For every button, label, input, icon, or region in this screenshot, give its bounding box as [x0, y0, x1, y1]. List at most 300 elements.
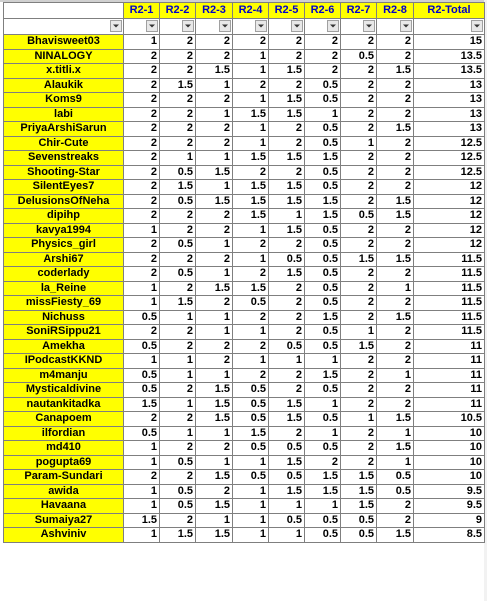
total-score-cell[interactable]: 12: [414, 238, 485, 253]
score-cell[interactable]: 0.5: [124, 310, 160, 325]
score-cell[interactable]: 2: [196, 35, 233, 50]
score-cell[interactable]: 1: [341, 325, 377, 340]
score-cell[interactable]: 1: [160, 426, 196, 441]
score-cell[interactable]: 1: [269, 528, 305, 543]
score-cell[interactable]: 2: [305, 35, 341, 50]
score-cell[interactable]: 2: [377, 165, 414, 180]
score-cell[interactable]: 0.5: [269, 513, 305, 528]
score-cell[interactable]: 2: [341, 223, 377, 238]
score-cell[interactable]: 0.5: [160, 165, 196, 180]
total-score-cell[interactable]: 15: [414, 35, 485, 50]
column-header[interactable]: R2-6: [305, 3, 341, 19]
score-cell[interactable]: 1: [341, 136, 377, 151]
score-cell[interactable]: 2: [305, 455, 341, 470]
score-cell[interactable]: 1.5: [305, 310, 341, 325]
score-cell[interactable]: 0.5: [233, 397, 269, 412]
score-cell[interactable]: 2: [269, 383, 305, 398]
score-cell[interactable]: 1: [124, 455, 160, 470]
score-cell[interactable]: 2: [341, 368, 377, 383]
total-score-cell[interactable]: 11: [414, 397, 485, 412]
total-score-cell[interactable]: 10: [414, 426, 485, 441]
participant-name-cell[interactable]: Sevenstreaks: [4, 151, 124, 166]
score-cell[interactable]: 1: [305, 499, 341, 514]
score-cell[interactable]: 1: [269, 209, 305, 224]
score-cell[interactable]: 2: [160, 64, 196, 79]
score-cell[interactable]: 1: [124, 35, 160, 50]
score-cell[interactable]: 2: [341, 165, 377, 180]
participant-name-cell[interactable]: pogupta69: [4, 455, 124, 470]
score-cell[interactable]: 1: [233, 122, 269, 137]
score-cell[interactable]: 2: [341, 35, 377, 50]
column-header[interactable]: R2-8: [377, 3, 414, 19]
score-cell[interactable]: 1.5: [377, 122, 414, 137]
score-cell[interactable]: 1: [305, 397, 341, 412]
score-cell[interactable]: 1.5: [233, 281, 269, 296]
score-cell[interactable]: 2: [124, 64, 160, 79]
score-cell[interactable]: 2: [196, 441, 233, 456]
total-score-cell[interactable]: 13: [414, 107, 485, 122]
score-cell[interactable]: 1: [196, 310, 233, 325]
score-cell[interactable]: 1.5: [341, 470, 377, 485]
score-cell[interactable]: 1: [160, 151, 196, 166]
total-score-cell[interactable]: 9.5: [414, 499, 485, 514]
score-cell[interactable]: 2: [124, 252, 160, 267]
participant-name-cell[interactable]: Param-Sundari: [4, 470, 124, 485]
total-score-cell[interactable]: 10.5: [414, 412, 485, 427]
total-score-cell[interactable]: 12: [414, 209, 485, 224]
score-cell[interactable]: 2: [341, 238, 377, 253]
score-cell[interactable]: 0.5: [305, 93, 341, 108]
score-cell[interactable]: 0.5: [305, 383, 341, 398]
total-score-cell[interactable]: 10: [414, 470, 485, 485]
filter-dropdown-button[interactable]: [146, 20, 158, 32]
score-cell[interactable]: 1.5: [196, 281, 233, 296]
score-cell[interactable]: 2: [269, 136, 305, 151]
score-cell[interactable]: 2: [341, 78, 377, 93]
score-cell[interactable]: 0.5: [160, 267, 196, 282]
score-cell[interactable]: 1: [233, 93, 269, 108]
score-cell[interactable]: 1.5: [233, 209, 269, 224]
participant-name-cell[interactable]: Nichuss: [4, 310, 124, 325]
score-cell[interactable]: 1: [160, 310, 196, 325]
score-cell[interactable]: 2: [196, 122, 233, 137]
score-cell[interactable]: 2: [377, 339, 414, 354]
score-cell[interactable]: 1.5: [269, 194, 305, 209]
filter-dropdown-button[interactable]: [327, 20, 339, 32]
score-cell[interactable]: 2: [269, 325, 305, 340]
score-cell[interactable]: 1.5: [269, 107, 305, 122]
score-cell[interactable]: 1.5: [233, 194, 269, 209]
total-score-cell[interactable]: 11.5: [414, 296, 485, 311]
score-cell[interactable]: 0.5: [305, 267, 341, 282]
score-cell[interactable]: 1.5: [196, 528, 233, 543]
score-cell[interactable]: 1.5: [377, 209, 414, 224]
participant-name-cell[interactable]: NINALOGY: [4, 49, 124, 64]
score-cell[interactable]: 0.5: [305, 339, 341, 354]
total-score-cell[interactable]: 9: [414, 513, 485, 528]
score-cell[interactable]: 0.5: [305, 180, 341, 195]
total-score-cell[interactable]: 11: [414, 368, 485, 383]
score-cell[interactable]: 0.5: [341, 513, 377, 528]
score-cell[interactable]: 2: [341, 426, 377, 441]
score-cell[interactable]: 1.5: [377, 310, 414, 325]
score-cell[interactable]: 2: [377, 35, 414, 50]
score-cell[interactable]: 2: [269, 238, 305, 253]
score-cell[interactable]: 1.5: [305, 368, 341, 383]
score-cell[interactable]: 0.5: [269, 441, 305, 456]
score-cell[interactable]: 2: [124, 122, 160, 137]
score-cell[interactable]: 2: [124, 151, 160, 166]
score-cell[interactable]: 0.5: [233, 412, 269, 427]
score-cell[interactable]: 0.5: [124, 383, 160, 398]
score-cell[interactable]: 2: [124, 194, 160, 209]
score-cell[interactable]: 2: [341, 194, 377, 209]
score-cell[interactable]: 2: [160, 209, 196, 224]
score-cell[interactable]: 1.5: [305, 151, 341, 166]
participant-name-cell[interactable]: DelusionsOfNeha: [4, 194, 124, 209]
score-cell[interactable]: 2: [377, 180, 414, 195]
score-cell[interactable]: 2: [160, 35, 196, 50]
score-cell[interactable]: 1: [233, 455, 269, 470]
score-cell[interactable]: 2: [196, 136, 233, 151]
participant-name-cell[interactable]: PriyaArshiSarun: [4, 122, 124, 137]
score-cell[interactable]: 0.5: [305, 252, 341, 267]
filter-dropdown-button[interactable]: [291, 20, 303, 32]
score-cell[interactable]: 1: [233, 49, 269, 64]
score-cell[interactable]: 2: [377, 223, 414, 238]
score-cell[interactable]: 1.5: [269, 412, 305, 427]
score-cell[interactable]: 2: [377, 499, 414, 514]
score-cell[interactable]: 1: [233, 484, 269, 499]
score-cell[interactable]: 1: [196, 78, 233, 93]
score-cell[interactable]: 1.5: [341, 339, 377, 354]
score-cell[interactable]: 2: [269, 165, 305, 180]
score-cell[interactable]: 2: [160, 252, 196, 267]
score-cell[interactable]: 2: [196, 354, 233, 369]
score-cell[interactable]: 2: [341, 354, 377, 369]
score-cell[interactable]: 2: [377, 151, 414, 166]
score-cell[interactable]: 1.5: [233, 151, 269, 166]
score-cell[interactable]: 2: [341, 107, 377, 122]
score-cell[interactable]: 0.5: [305, 441, 341, 456]
score-cell[interactable]: 2: [124, 107, 160, 122]
score-cell[interactable]: 0.5: [341, 209, 377, 224]
score-cell[interactable]: 2: [124, 209, 160, 224]
participant-name-cell[interactable]: awida: [4, 484, 124, 499]
score-cell[interactable]: 1.5: [196, 499, 233, 514]
score-cell[interactable]: 1.5: [269, 180, 305, 195]
score-cell[interactable]: 0.5: [233, 470, 269, 485]
score-cell[interactable]: 2: [269, 281, 305, 296]
score-cell[interactable]: 2: [269, 426, 305, 441]
total-score-cell[interactable]: 12: [414, 194, 485, 209]
total-score-cell[interactable]: 13: [414, 78, 485, 93]
score-cell[interactable]: 2: [160, 383, 196, 398]
score-cell[interactable]: 2: [377, 136, 414, 151]
score-cell[interactable]: 0.5: [269, 252, 305, 267]
score-cell[interactable]: 2: [341, 151, 377, 166]
score-cell[interactable]: 2: [377, 383, 414, 398]
score-cell[interactable]: 0.5: [305, 412, 341, 427]
participant-name-cell[interactable]: SoniRSippu21: [4, 325, 124, 340]
score-cell[interactable]: 2: [269, 49, 305, 64]
score-cell[interactable]: 1: [196, 180, 233, 195]
participant-name-cell[interactable]: Mysticaldivine: [4, 383, 124, 398]
score-cell[interactable]: 0.5: [233, 441, 269, 456]
score-cell[interactable]: 2: [160, 93, 196, 108]
score-cell[interactable]: 2: [196, 93, 233, 108]
score-cell[interactable]: 2: [377, 296, 414, 311]
participant-name-cell[interactable]: Shooting-Star: [4, 165, 124, 180]
column-header[interactable]: R2-7: [341, 3, 377, 19]
score-cell[interactable]: 1.5: [233, 107, 269, 122]
score-cell[interactable]: 1: [377, 455, 414, 470]
total-score-cell[interactable]: 11.5: [414, 281, 485, 296]
participant-name-cell[interactable]: labi: [4, 107, 124, 122]
filter-dropdown-button[interactable]: [219, 20, 231, 32]
score-cell[interactable]: 0.5: [305, 78, 341, 93]
participant-name-cell[interactable]: Chir-Cute: [4, 136, 124, 151]
participant-name-cell[interactable]: Amekha: [4, 339, 124, 354]
score-cell[interactable]: 1: [196, 455, 233, 470]
score-cell[interactable]: 2: [269, 296, 305, 311]
score-cell[interactable]: 1: [233, 499, 269, 514]
participant-name-cell[interactable]: Alaukik: [4, 78, 124, 93]
score-cell[interactable]: 0.5: [124, 368, 160, 383]
score-cell[interactable]: 1: [124, 296, 160, 311]
score-cell[interactable]: 2: [196, 339, 233, 354]
total-score-cell[interactable]: 12.5: [414, 165, 485, 180]
total-score-cell[interactable]: 11.5: [414, 267, 485, 282]
score-cell[interactable]: 1.5: [305, 209, 341, 224]
score-cell[interactable]: 2: [377, 397, 414, 412]
score-cell[interactable]: 1.5: [196, 397, 233, 412]
score-cell[interactable]: 1.5: [305, 470, 341, 485]
score-cell[interactable]: 1: [233, 136, 269, 151]
score-cell[interactable]: 2: [124, 136, 160, 151]
score-cell[interactable]: 1.5: [196, 64, 233, 79]
score-cell[interactable]: 1: [160, 368, 196, 383]
score-cell[interactable]: 2: [341, 397, 377, 412]
total-score-cell[interactable]: 13.5: [414, 64, 485, 79]
score-cell[interactable]: 0.5: [160, 484, 196, 499]
score-cell[interactable]: 2: [124, 325, 160, 340]
filter-dropdown-button[interactable]: [182, 20, 194, 32]
score-cell[interactable]: 0.5: [305, 528, 341, 543]
score-cell[interactable]: 1.5: [196, 412, 233, 427]
score-cell[interactable]: 1.5: [377, 194, 414, 209]
score-cell[interactable]: 1.5: [160, 180, 196, 195]
participant-name-cell[interactable]: Physics_girl: [4, 238, 124, 253]
participant-name-cell[interactable]: kavya1994: [4, 223, 124, 238]
score-cell[interactable]: 2: [160, 223, 196, 238]
score-cell[interactable]: 1.5: [269, 484, 305, 499]
score-cell[interactable]: 2: [124, 470, 160, 485]
score-cell[interactable]: 2: [233, 35, 269, 50]
participant-name-cell[interactable]: Havaana: [4, 499, 124, 514]
column-header[interactable]: R2-5: [269, 3, 305, 19]
score-cell[interactable]: 1.5: [305, 484, 341, 499]
score-cell[interactable]: 2: [377, 78, 414, 93]
score-cell[interactable]: 1: [124, 441, 160, 456]
score-cell[interactable]: 2: [377, 49, 414, 64]
score-cell[interactable]: 0.5: [160, 499, 196, 514]
score-cell[interactable]: 2: [377, 267, 414, 282]
score-cell[interactable]: 2: [269, 310, 305, 325]
score-cell[interactable]: 1.5: [196, 194, 233, 209]
score-cell[interactable]: 2: [124, 412, 160, 427]
score-cell[interactable]: 1: [377, 368, 414, 383]
participant-name-cell[interactable]: IPodcastKKND: [4, 354, 124, 369]
score-cell[interactable]: 1: [305, 354, 341, 369]
score-cell[interactable]: 0.5: [269, 339, 305, 354]
score-cell[interactable]: 1: [377, 426, 414, 441]
score-cell[interactable]: 1: [196, 426, 233, 441]
score-cell[interactable]: 2: [196, 223, 233, 238]
score-cell[interactable]: 2: [377, 107, 414, 122]
score-cell[interactable]: 2: [160, 107, 196, 122]
score-cell[interactable]: 1.5: [377, 64, 414, 79]
total-score-cell[interactable]: 13: [414, 93, 485, 108]
score-cell[interactable]: 0.5: [377, 484, 414, 499]
score-cell[interactable]: 1: [124, 528, 160, 543]
score-cell[interactable]: 1.5: [269, 64, 305, 79]
score-cell[interactable]: 1.5: [196, 383, 233, 398]
score-cell[interactable]: 2: [341, 281, 377, 296]
filter-dropdown-button[interactable]: [471, 20, 483, 32]
participant-name-cell[interactable]: m4manju: [4, 368, 124, 383]
score-cell[interactable]: 1: [196, 513, 233, 528]
score-cell[interactable]: 1.5: [305, 194, 341, 209]
score-cell[interactable]: 2: [196, 296, 233, 311]
score-cell[interactable]: 2: [160, 470, 196, 485]
score-cell[interactable]: 1.5: [341, 484, 377, 499]
column-header[interactable]: R2-3: [196, 3, 233, 19]
score-cell[interactable]: 1: [160, 397, 196, 412]
score-cell[interactable]: 1: [160, 354, 196, 369]
total-score-cell[interactable]: 12.5: [414, 151, 485, 166]
score-cell[interactable]: 1: [269, 354, 305, 369]
score-cell[interactable]: 2: [269, 122, 305, 137]
score-cell[interactable]: 2: [160, 412, 196, 427]
score-cell[interactable]: 1: [341, 412, 377, 427]
score-cell[interactable]: 2: [305, 64, 341, 79]
score-cell[interactable]: 1.5: [341, 499, 377, 514]
score-cell[interactable]: 1.5: [233, 180, 269, 195]
score-cell[interactable]: 1: [305, 426, 341, 441]
score-cell[interactable]: 1: [305, 107, 341, 122]
score-cell[interactable]: 2: [341, 441, 377, 456]
score-cell[interactable]: 2: [160, 441, 196, 456]
score-cell[interactable]: 2: [160, 122, 196, 137]
score-cell[interactable]: 2: [341, 296, 377, 311]
score-cell[interactable]: 0.5: [305, 136, 341, 151]
score-cell[interactable]: 2: [233, 310, 269, 325]
score-cell[interactable]: 0.5: [305, 223, 341, 238]
score-cell[interactable]: 2: [233, 267, 269, 282]
score-cell[interactable]: 0.5: [160, 194, 196, 209]
participant-name-cell[interactable]: x.titli.x: [4, 64, 124, 79]
score-cell[interactable]: 1.5: [160, 296, 196, 311]
score-cell[interactable]: 1: [124, 484, 160, 499]
score-cell[interactable]: 2: [377, 513, 414, 528]
score-cell[interactable]: 1.5: [124, 513, 160, 528]
score-cell[interactable]: 1: [233, 223, 269, 238]
participant-name-cell[interactable]: nautankitadka: [4, 397, 124, 412]
score-cell[interactable]: 0.5: [305, 238, 341, 253]
score-cell[interactable]: 2: [305, 49, 341, 64]
score-cell[interactable]: 1: [196, 107, 233, 122]
participant-name-cell[interactable]: dipihp: [4, 209, 124, 224]
total-score-cell[interactable]: 12: [414, 223, 485, 238]
score-cell[interactable]: 0.5: [377, 470, 414, 485]
total-score-cell[interactable]: 10: [414, 441, 485, 456]
total-score-cell[interactable]: 13.5: [414, 49, 485, 64]
score-cell[interactable]: 1: [233, 513, 269, 528]
score-cell[interactable]: 1: [196, 151, 233, 166]
total-score-cell[interactable]: 8.5: [414, 528, 485, 543]
score-cell[interactable]: 0.5: [305, 325, 341, 340]
score-cell[interactable]: 2: [160, 281, 196, 296]
score-cell[interactable]: 2: [196, 49, 233, 64]
score-cell[interactable]: 1.5: [269, 455, 305, 470]
score-cell[interactable]: 1.5: [377, 441, 414, 456]
score-cell[interactable]: 1.5: [269, 223, 305, 238]
score-cell[interactable]: 2: [341, 122, 377, 137]
score-cell[interactable]: 0.5: [124, 339, 160, 354]
total-score-cell[interactable]: 13: [414, 122, 485, 137]
score-cell[interactable]: 1: [196, 368, 233, 383]
total-score-cell[interactable]: 9.5: [414, 484, 485, 499]
score-cell[interactable]: 0.5: [160, 238, 196, 253]
score-cell[interactable]: 1.5: [269, 93, 305, 108]
score-cell[interactable]: 1: [124, 223, 160, 238]
score-cell[interactable]: 1.5: [377, 412, 414, 427]
score-cell[interactable]: 2: [196, 484, 233, 499]
total-score-cell[interactable]: 11.5: [414, 310, 485, 325]
score-cell[interactable]: 0.5: [233, 296, 269, 311]
score-cell[interactable]: 0.5: [305, 165, 341, 180]
participant-name-cell[interactable]: Arshi67: [4, 252, 124, 267]
total-score-cell[interactable]: 10: [414, 455, 485, 470]
column-header[interactable]: R2-4: [233, 3, 269, 19]
column-header[interactable]: R2-Total: [414, 3, 485, 19]
score-cell[interactable]: 2: [160, 49, 196, 64]
score-cell[interactable]: 2: [124, 165, 160, 180]
score-cell[interactable]: 2: [377, 354, 414, 369]
score-cell[interactable]: 2: [160, 325, 196, 340]
score-cell[interactable]: 2: [269, 368, 305, 383]
score-cell[interactable]: 2: [341, 93, 377, 108]
score-cell[interactable]: 0.5: [124, 426, 160, 441]
score-cell[interactable]: 2: [377, 93, 414, 108]
score-cell[interactable]: 2: [124, 93, 160, 108]
column-header[interactable]: R2-2: [160, 3, 196, 19]
score-cell[interactable]: 1: [196, 325, 233, 340]
score-cell[interactable]: 2: [196, 252, 233, 267]
filter-dropdown-button[interactable]: [363, 20, 375, 32]
total-score-cell[interactable]: 11: [414, 354, 485, 369]
score-cell[interactable]: 2: [124, 49, 160, 64]
score-cell[interactable]: 1: [269, 499, 305, 514]
score-cell[interactable]: 2: [341, 267, 377, 282]
score-cell[interactable]: 2: [160, 339, 196, 354]
total-score-cell[interactable]: 11.5: [414, 252, 485, 267]
score-cell[interactable]: 2: [341, 455, 377, 470]
score-cell[interactable]: 2: [233, 368, 269, 383]
score-cell[interactable]: 1: [124, 281, 160, 296]
score-cell[interactable]: 0.5: [305, 513, 341, 528]
